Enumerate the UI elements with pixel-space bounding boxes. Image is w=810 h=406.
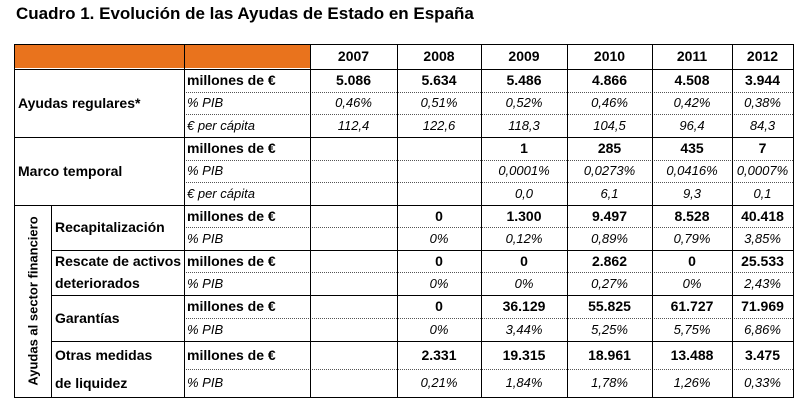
value-cell: 0 [688,253,696,269]
grid-line [184,227,793,228]
value-cell: 40.418 [741,208,784,224]
value-cell: 0 [435,253,443,269]
value-cell: 0% [682,276,702,291]
year-header: 2012 [746,48,779,64]
value-cell: 0,42% [673,95,711,110]
grid-line [14,137,793,138]
unit-label: millones de € [187,347,276,363]
header-band [14,45,310,68]
value-cell: 5.086 [335,72,372,88]
year-header: 2008 [423,48,455,64]
unit-label: % PIB [187,276,224,291]
value-cell: 9.497 [591,208,628,224]
value-cell: 13.488 [670,347,714,363]
value-cell: 122,6 [422,118,456,133]
grid-line [14,44,793,45]
value-cell: 0 [435,298,443,314]
value-cell: 3.944 [744,72,781,88]
value-cell [397,182,481,205]
value-cell: 2.862 [591,253,628,269]
value-cell: 0,46% [591,95,628,110]
group-label-recap: Recapitalización [55,219,165,235]
value-cell: 1,26% [673,375,711,390]
grid-line [14,69,793,70]
state-aid-table [14,44,793,397]
value-cell: 5.634 [421,72,457,88]
value-cell [310,295,397,318]
grid-line [732,44,733,398]
value-cell: 9,3 [682,186,702,201]
year-header: 2011 [676,48,708,64]
grid-line [184,182,793,183]
value-cell: 0,33% [744,375,781,390]
value-cell: 1,84% [505,375,543,390]
value-cell: 0% [429,322,449,337]
value-cell: 61.727 [670,298,714,314]
value-cell: 71.969 [741,298,784,314]
value-cell: 0 [520,253,528,269]
grid-line [14,44,15,398]
value-cell [397,160,481,182]
value-cell: 4.508 [674,72,710,88]
grid-line [567,44,568,398]
value-cell: 18.961 [588,347,631,363]
value-cell: 5,25% [591,322,628,337]
value-cell: 3,44% [505,322,543,337]
unit-label: € per cápita [187,186,255,201]
side-label-financial-sector [14,205,51,397]
side-label-text: Ayudas al sector financiero [25,216,40,386]
value-cell: 1,78% [591,375,628,390]
value-cell [310,182,397,205]
group-label-rescate-line2: deteriorados [55,275,140,291]
grid-line [397,44,398,398]
page-title: Cuadro 1. Evolución de las Ayudas de Estado en España [16,4,474,23]
value-cell: 0,52% [505,95,543,110]
grid-line [481,44,482,398]
unit-label: % PIB [187,231,224,246]
value-cell: 3,85% [744,231,781,246]
unit-label: % PIB [187,95,224,110]
grid-line [793,44,794,398]
grid-line [184,369,793,370]
unit-label: millones de € [187,140,276,156]
value-cell: 0,79% [673,231,711,246]
value-cell: 0% [429,276,449,291]
value-cell: 0,0273% [583,163,636,178]
value-cell: 0,46% [335,95,372,110]
grid-line [184,318,793,319]
value-cell: 285 [597,140,622,156]
value-cell: 25.533 [741,253,784,269]
grid-line [51,295,793,296]
grid-line [14,205,793,206]
year-header: 2007 [337,48,370,64]
unit-label: % PIB [187,163,224,178]
value-cell: 0% [514,276,534,291]
value-cell: 1.300 [506,208,542,224]
group-label-rescate-line1: Rescate de activos [55,253,182,269]
value-cell: 104,5 [593,118,626,133]
value-cell: 55.825 [588,298,631,314]
unit-label: millones de € [187,253,276,269]
value-cell: 6,86% [744,322,781,337]
value-cell: 8.528 [674,208,710,224]
value-cell [310,341,397,369]
value-cell: 84,3 [749,118,776,133]
value-cell: 0,21% [420,375,458,390]
unit-label: % PIB [187,375,224,390]
value-cell [310,137,397,160]
unit-label: millones de € [187,298,276,314]
value-cell: 0% [429,231,449,246]
grid-line [14,397,793,398]
value-cell: 118,3 [508,118,540,133]
value-cell: 0,0001% [498,163,550,178]
value-cell: 112,4 [337,118,370,133]
value-cell [310,318,397,341]
grid-line [184,114,793,115]
grid-line [184,92,793,93]
value-cell: 3.475 [744,347,781,363]
group-label-otras-line2: de liquidez [55,375,128,391]
value-cell: 0,0007% [736,163,789,178]
unit-label: millones de € [187,72,276,88]
grid-line [310,44,311,398]
group-label-garantias: Garantías [55,310,120,326]
value-cell: 19.315 [502,347,546,363]
grid-line [184,272,793,273]
value-cell [310,250,397,272]
grid-line [184,44,185,398]
value-cell [310,227,397,250]
unit-label: millones de € [187,208,276,224]
value-cell: 0,12% [505,231,543,246]
value-cell [397,137,481,160]
group-label-otras-line1: Otras medidas [55,347,153,363]
value-cell: 4.866 [591,72,628,88]
year-header: 2009 [508,48,540,64]
value-cell: 2,43% [744,276,781,291]
value-cell [310,272,397,295]
value-cell: 0,1 [753,186,772,201]
group-label-regulares: Ayudas regulares* [18,95,141,111]
year-header: 2010 [593,48,626,64]
value-cell: 5,75% [673,322,711,337]
value-cell: 6,1 [600,186,619,201]
value-cell: 0,27% [591,276,628,291]
grid-line [652,44,653,398]
value-cell: 0,89% [591,231,628,246]
value-cell: 36.129 [502,298,546,314]
grid-line [51,250,793,251]
grid-line [51,205,52,398]
value-cell: 0 [435,208,443,224]
unit-label: % PIB [187,322,224,337]
value-cell [310,205,397,227]
value-cell: 1 [520,140,528,156]
value-cell: 2.331 [421,347,457,363]
value-cell: 435 [680,140,704,156]
value-cell: 0,0 [514,186,534,201]
grid-line [51,341,793,342]
group-label-temporal: Marco temporal [18,163,123,179]
value-cell: 96,4 [679,118,705,133]
grid-line [184,160,793,161]
value-cell: 0,0416% [666,163,718,178]
value-cell [310,369,397,397]
value-cell: 5.486 [506,72,542,88]
value-cell: 0,38% [744,95,781,110]
unit-label: € per cápita [187,118,255,133]
value-cell: 0,51% [420,95,458,110]
value-cell [310,160,397,182]
value-cell: 7 [758,140,767,156]
